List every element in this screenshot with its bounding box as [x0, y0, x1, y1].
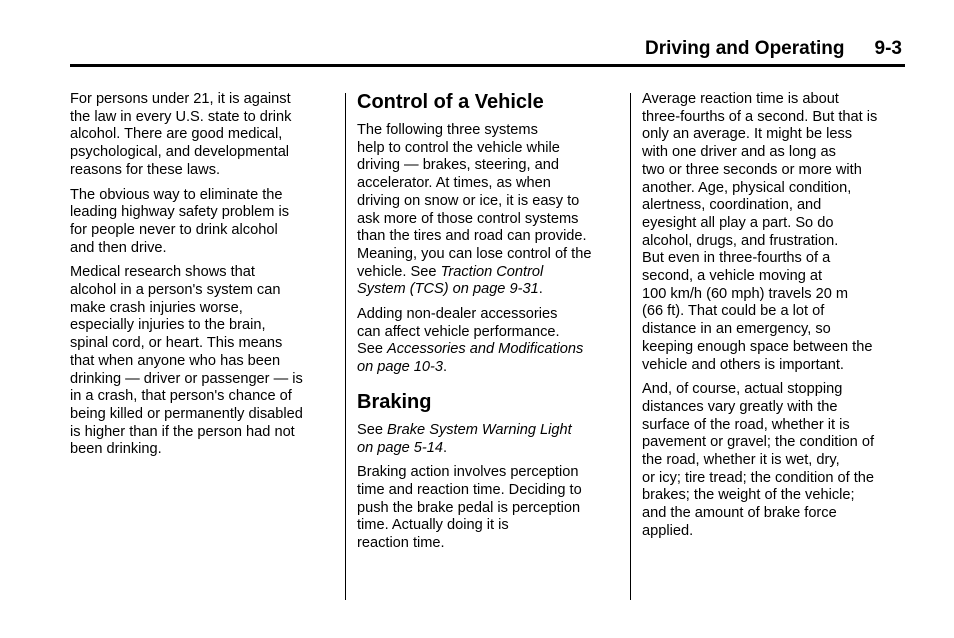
text-line: Medical research shows that: [70, 264, 255, 281]
column-2: [357, 91, 622, 560]
text-line: can affect vehicle performance.: [357, 323, 560, 340]
link-tcs-page[interactable]: System (TCS) on page 9-31: [357, 281, 539, 298]
paragraph-brake-warning: See Brake System Warning Light on page 5-14.: [357, 421, 572, 456]
text-line: accelerator. At times, as when: [357, 175, 551, 192]
column-divider-2: [630, 93, 631, 600]
column-3: [642, 91, 907, 548]
text-line: especially injuries to the brain,: [70, 317, 266, 334]
text-line: time and reaction time. Deciding to: [357, 481, 582, 498]
text-line: See: [357, 341, 388, 358]
text-line: surface of the road, whether it is: [642, 416, 850, 433]
text-line: and the amount of brake force: [642, 505, 837, 522]
paragraph-under-21: [70, 91, 335, 180]
text-line: 100 km/h (60 mph) travels 20 m: [642, 285, 849, 302]
text-line: second, a vehicle moving at: [642, 268, 823, 285]
text-line: time. Actually doing it is: [357, 517, 509, 534]
text-line: the law in every U.S. state to drink: [70, 108, 292, 125]
header-rule: [70, 64, 905, 67]
text-line: ask more of those control systems: [357, 210, 579, 227]
text-line: push the brake pedal is perception: [357, 499, 581, 516]
text-line: and then drive.: [70, 239, 167, 256]
text-line: three-fourths of a second. But that is: [642, 108, 878, 125]
text-line: than the tires and road can provide.: [357, 228, 587, 245]
text-line: spinal cord, or heart. This means: [70, 335, 283, 352]
link-accessories-modifications[interactable]: Accessories and Modifications: [387, 341, 584, 358]
text-line: reasons for these laws.: [70, 161, 221, 178]
text-line: vehicle. See: [357, 263, 441, 280]
paragraph-braking-action: [357, 464, 622, 553]
text-line: Braking action involves perception: [357, 464, 579, 481]
text-line: But even in three-fourths of a: [642, 250, 831, 267]
text-line: The following three systems: [357, 122, 538, 138]
text-line: driving — brakes, steering, and: [357, 157, 559, 174]
link-accessories-page[interactable]: on page 10-3: [357, 359, 444, 376]
text-line: brakes; the weight of the vehicle;: [642, 487, 855, 504]
heading-control-of-vehicle: Control of a Vehicle: [357, 91, 544, 113]
column-divider-1: [345, 93, 346, 600]
text-line: reaction time.: [357, 535, 445, 552]
text-line: in a crash, that person's chance of: [70, 388, 292, 405]
text-line: only an average. It might be less: [642, 126, 853, 143]
text-line: The obvious way to eliminate the: [70, 186, 283, 203]
page-header: [645, 38, 902, 60]
text-line: drinking — driver or passenger — is: [70, 370, 303, 387]
paragraph-eliminate-problem: [70, 187, 335, 258]
heading-braking: Braking: [357, 390, 432, 413]
text-line: is higher than if the person had not: [70, 423, 295, 440]
section-title: Driving and Operating: [645, 38, 845, 59]
text-line: help to control the vehicle while: [357, 139, 560, 156]
link-brake-warning-light[interactable]: Brake System Warning Light: [387, 421, 572, 438]
text-line: applied.: [642, 522, 694, 539]
text-line: alertness, coordination, and: [642, 197, 822, 214]
text-line: leading highway safety problem is: [70, 204, 290, 221]
text-line: psychological, and developmental: [70, 144, 290, 161]
text-line: alcohol. There are good medical,: [70, 126, 283, 143]
text-line: been drinking.: [70, 441, 162, 458]
text-line: another. Age, physical condition,: [642, 179, 852, 196]
paragraph-accessories: Adding non-dealer accessories can affect vehicle performance. See Accessories and Modifications on page 10-3.: [357, 306, 622, 377]
text-line: For persons under 21, it is against: [70, 91, 291, 107]
text-line: Average reaction time is about: [642, 91, 839, 107]
text-line: pavement or gravel; the condition of: [642, 434, 875, 451]
link-brake-page[interactable]: on page 5-14: [357, 439, 444, 456]
text-line: And, of course, actual stopping: [642, 381, 843, 398]
paragraph-reaction-time: [642, 91, 907, 374]
text-line: two or three seconds or more with: [642, 161, 862, 178]
text-line: (66 ft). That could be a lot of: [642, 303, 825, 320]
text-line: with one driver and as long as: [642, 144, 836, 161]
paragraph-medical-research: [70, 264, 335, 459]
text-line: that when anyone who has been: [70, 352, 281, 369]
text-line: Adding non-dealer accessories: [357, 306, 558, 323]
text-line: or icy; tire tread; the condition of the: [642, 469, 875, 486]
text-line: eyesight all play a part. So do: [642, 214, 834, 231]
text-line: distances vary greatly with the: [642, 398, 838, 415]
text-line: the road, whether it is wet, dry,: [642, 452, 840, 469]
text-line: being killed or permanently disabled: [70, 405, 303, 422]
paragraph-stopping-distances: [642, 381, 907, 540]
text-line: vehicle and others is important.: [642, 356, 844, 373]
column-1: [70, 91, 335, 466]
text-line: Meaning, you can lose control of the: [357, 245, 592, 262]
link-traction-control[interactable]: Traction Control: [440, 263, 544, 280]
text-line: alcohol, drugs, and frustration.: [642, 232, 839, 249]
text-line: for people never to drink alcohol: [70, 221, 278, 238]
paragraph-control-systems: The following three systems help to control the vehicle while driving — brakes, steering, and accelerator. At times, as when driving on snow or ice, it is easy to ask more of those control systems than the tires and road can provide. Meaning, you can lose control of the vehicle. See Traction Control System (TCS) on page 9-31.: [357, 122, 622, 299]
text-line: driving on snow or ice, it is easy to: [357, 192, 580, 209]
text-line: distance in an emergency, so: [642, 321, 831, 338]
text-line: alcohol in a person's system can: [70, 282, 281, 299]
page-number: 9-3: [874, 38, 902, 59]
text-line: keeping enough space between the: [642, 338, 873, 355]
text-line: make crash injuries worse,: [70, 299, 243, 316]
